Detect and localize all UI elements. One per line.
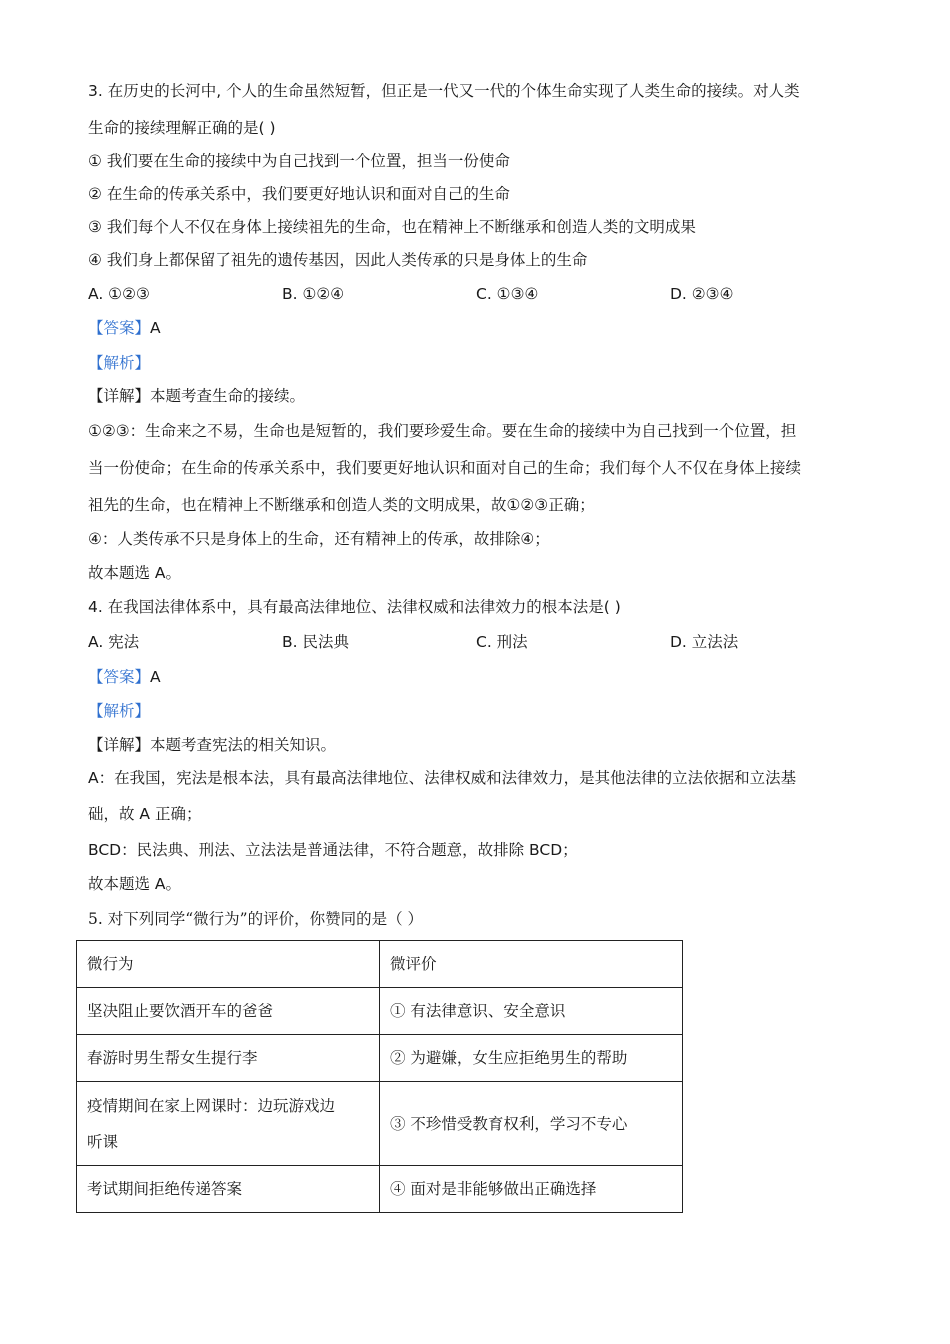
q3-detail	[88, 384, 305, 408]
table-cell-line: 疫情期间在家上网课时：边玩游戏边	[87, 1096, 336, 1115]
q5-stem: 5. 对下列同学“微行为”的评价，你赞同的是（ ）	[88, 910, 423, 928]
table-cell: ② 为避嫌，女生应拒绝男生的帮助	[380, 1035, 683, 1082]
table-cell: ③ 不珍惜受教育权利，学习不专心	[380, 1082, 683, 1166]
q3-explanation-3: 祖先的生命，也在精神上不断继承和创造人类的文明成果，故①②③正确；	[88, 496, 595, 514]
q4-option-c: C. 刑法	[476, 633, 528, 651]
table-cell: ① 有法律意识、安全意识	[380, 988, 683, 1035]
q4-explanation-2: 础，故 A 正确；	[88, 805, 202, 823]
q3-explanation-1: ①②③：生命来之不易，生命也是短暂的，我们要珍爱生命。要在生命的接续中为自己找到一个位置，担	[88, 422, 797, 440]
q4-option-a: A. 宪法	[88, 633, 140, 651]
q4-analysis-tag	[88, 699, 150, 723]
table-row	[77, 988, 683, 1035]
q4-answer	[88, 665, 161, 689]
detail-tag: 【详解】	[88, 736, 151, 754]
q3-item-1: ① 我们要在生命的接续中为自己找到一个位置，担当一份使命	[88, 152, 510, 170]
table-row	[77, 1166, 683, 1213]
table-cell: 坚决阻止要饮酒开车的爸爸	[77, 988, 380, 1035]
table-cell: 考试期间拒绝传递答案	[77, 1166, 380, 1213]
q4-detail	[88, 733, 336, 757]
table-cell: ④ 面对是非能够做出正确选择	[380, 1166, 683, 1213]
answer-tag: 【答案】	[88, 668, 151, 686]
q4-option-d: D. 立法法	[670, 633, 739, 651]
q3-explanation-4: ④：人类传承不只是身体上的生命，还有精神上的传承，故排除④；	[88, 530, 550, 548]
answer-value: A	[150, 668, 161, 686]
analysis-tag: 【解析】	[88, 354, 151, 372]
q3-option-a: A. ①②③	[88, 285, 150, 303]
table-header-row	[77, 941, 683, 988]
q3-analysis-tag	[88, 351, 150, 375]
q3-conclusion: 故本题选 A。	[88, 564, 182, 582]
q4-explanation-1: A：在我国，宪法是根本法，具有最高法律地位、法律权威和法律效力，是其他法律的立法依据和立法基	[88, 769, 797, 787]
analysis-tag: 【解析】	[88, 702, 151, 720]
table-row	[77, 1082, 683, 1166]
q3-explanation-2: 当一份使命；在生命的传承关系中，我们要更好地认识和面对自己的生命；我们每个人不仅在身体上接续	[88, 459, 802, 477]
table-row	[77, 1035, 683, 1082]
q4-explanation-3: BCD：民法典、刑法、立法法是普通法律，不符合题意，故排除 BCD；	[88, 841, 578, 859]
detail-tag: 【详解】	[88, 387, 151, 405]
q3-item-3: ③ 我们每个人不仅在身体上接续祖先的生命，也在精神上不断继承和创造人类的文明成果	[88, 218, 696, 236]
q3-item-2: ② 在生命的传承关系中，我们要更好地认识和面对自己的生命	[88, 185, 510, 203]
q3-option-d: D. ②③④	[670, 285, 734, 303]
q3-stem-line1: 3. 在历史的长河中, 个人的生命虽然短暂，但正是一代又一代的个体生命实现了人类生命的接续。对人类	[88, 82, 800, 100]
q3-answer	[88, 316, 161, 340]
detail-text: 本题考查生命的接续。	[150, 387, 306, 405]
answer-tag: 【答案】	[88, 319, 151, 337]
table-header-cell: 微评价	[380, 941, 683, 988]
q3-option-b: B. ①②④	[282, 285, 345, 303]
q4-option-b: B. 民法典	[282, 633, 349, 651]
table-cell-line: 听课	[87, 1132, 119, 1151]
q3-stem-line2: 生命的接续理解正确的是( )	[88, 119, 276, 137]
q3-item-4: ④ 我们身上都保留了祖先的遗传基因，因此人类传承的只是身体上的生命	[88, 251, 588, 269]
table-cell	[77, 1082, 380, 1166]
table-cell: 春游时男生帮女生提行李	[77, 1035, 380, 1082]
q5-table	[76, 940, 683, 1213]
answer-value: A	[150, 319, 161, 337]
q4-conclusion: 故本题选 A。	[88, 875, 182, 893]
table-header-cell: 微行为	[77, 941, 380, 988]
q3-option-c: C. ①③④	[476, 285, 539, 303]
q4-stem: 4. 在我国法律体系中，具有最高法律地位、法律权威和法律效力的根本法是( )	[88, 598, 621, 616]
detail-text: 本题考查宪法的相关知识。	[150, 736, 337, 754]
